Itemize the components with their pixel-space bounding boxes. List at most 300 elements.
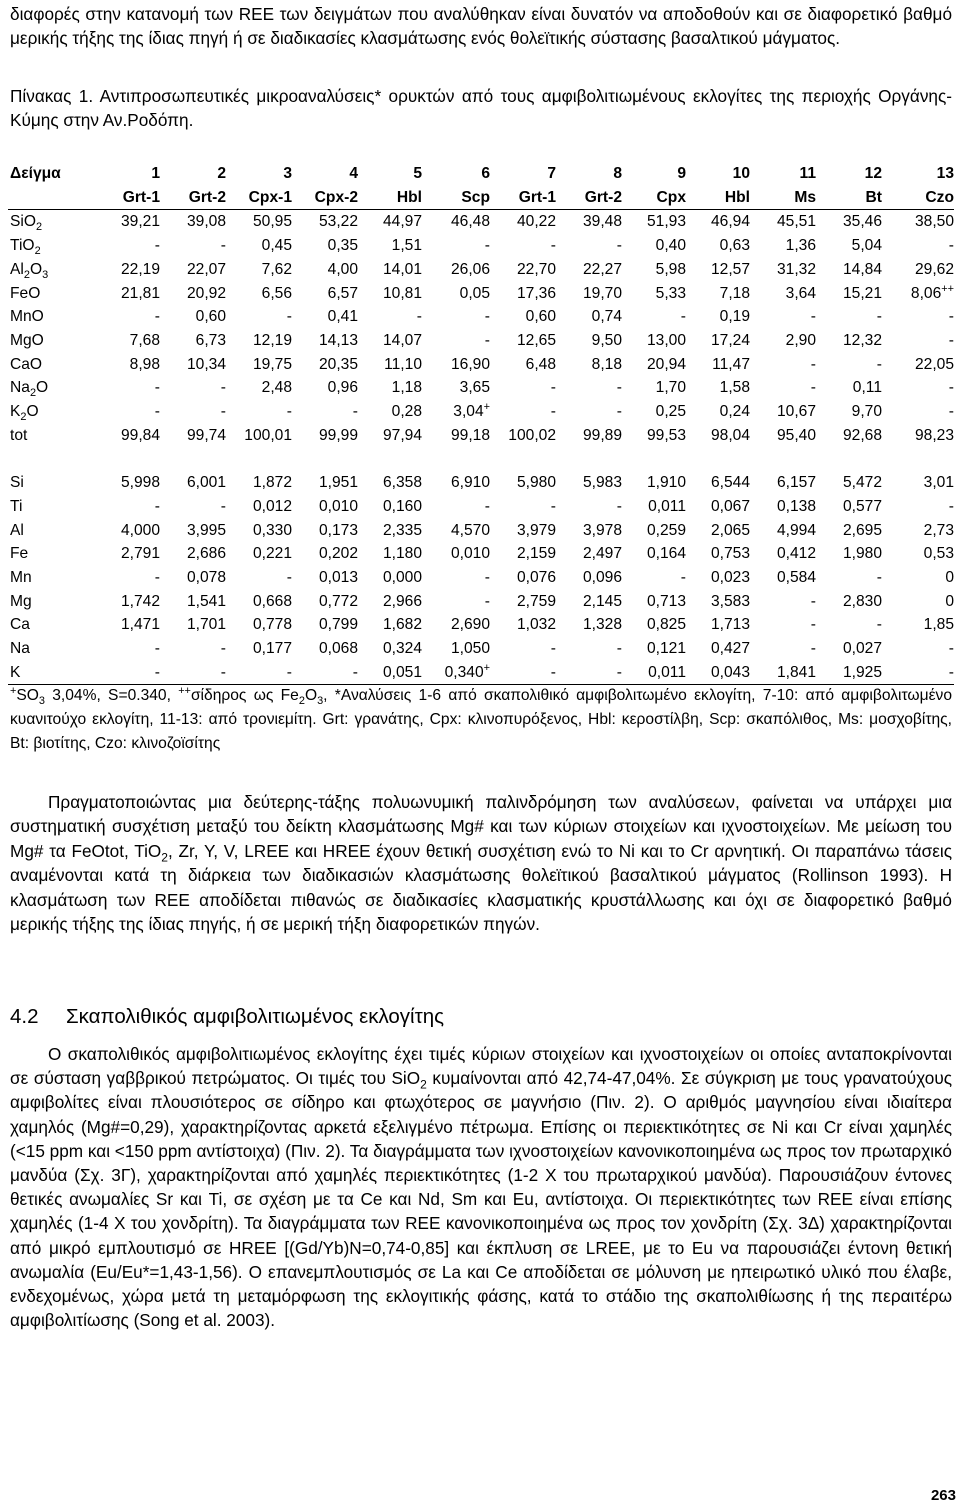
value-cell: 1,980	[842, 545, 882, 563]
value-cell: 10,34	[186, 355, 226, 373]
value-cell: 40,22	[516, 213, 556, 231]
value-cell: 6,73	[195, 331, 226, 349]
value-cell: 1,541	[186, 592, 226, 610]
value-cell: 2,335	[382, 521, 422, 539]
value-cell: -	[484, 568, 490, 586]
element-label-cell: $Na_2O$	[10, 379, 49, 400]
value-cell: 0,012	[252, 497, 292, 515]
value-cell: -	[352, 403, 358, 421]
mineral-name-cell: Cpx	[622, 186, 686, 210]
sample-header-cell: Δείγμα	[10, 165, 61, 182]
value-cell: 9,50	[591, 331, 622, 349]
value-cell: 0,138	[776, 497, 816, 515]
value-cell: 2,73	[923, 521, 954, 539]
label-subscript: 2	[23, 268, 30, 281]
value-cell: 29,62	[914, 260, 954, 278]
mineral-name-cell: Grt-2	[160, 186, 226, 210]
value-mark: +	[483, 661, 490, 674]
value-cell: 100,02	[508, 426, 556, 444]
value-mark: ++	[941, 282, 954, 295]
value-cell: -	[616, 497, 622, 515]
table-row	[8, 329, 954, 353]
value-cell: 0,000	[382, 568, 422, 586]
value-cell: 17,24	[710, 331, 750, 349]
value-cell: -	[154, 308, 160, 326]
sample-number-cell: 6	[481, 165, 490, 182]
element-label-cell: Na	[10, 640, 30, 658]
value-cell: -	[882, 661, 954, 685]
value-cell: 26,06	[450, 260, 490, 278]
sample-number-cell: 9	[677, 165, 686, 182]
value-cell: -	[876, 308, 882, 326]
value-cell: 99,89	[582, 426, 622, 444]
table-row	[8, 495, 954, 519]
value-cell: -	[484, 497, 490, 515]
value-cell: -	[550, 640, 556, 658]
value-cell: 16,90	[450, 355, 490, 373]
value-cell: 31,32	[776, 260, 816, 278]
mineral-header-corner	[8, 186, 104, 210]
value-cell: 6,910	[450, 474, 490, 492]
value-cell: 14,84	[842, 260, 882, 278]
value-cell: 0,60	[525, 308, 556, 326]
value-cell: 0,051	[358, 661, 422, 685]
mineral-name-cell: Bt	[816, 186, 882, 210]
value-cell: 0,027	[842, 640, 882, 658]
value-cell: -	[876, 616, 882, 634]
value-cell: -	[948, 379, 954, 397]
value-cell: 0,067	[710, 497, 750, 515]
paragraph-text-part: κυμαίνονται από 42,74-47,04%. Σε σύγκριση με τους γρανατούχους αμφιβολίτες είναι πλουσιότερος σε σίδηρο και φτωχότερος σε μαγνήσιο (Πιν. 2). Ο αριθμός μαγνησίου είναι ιδιαίτερα χαμηλός (Mg#=0,29), χαρακτηρίζοντας αρκετά εξελιγμένο πέτρωμα. Επίσης οι περιεκτικότητες σε Ni και Cr είναι χαμηλές (<15 ppm και <150 ppm αντίστοιχα) (Πιν. 2). Τα διαγράμματα των ιχνοστοιχείων κανονικοποιημένα ως προς τον πρωταρχικό μανδύα (Σχ. 3Γ), χαρακτηρίζονται από χαμηλές περιεκτικότητες (1-2 Χ του πρωταρχικού μανδύα). Παρουσιάζουν έντονες θετικές ανωμαλίες Sr και Ti, σε σχέση με τα Ce και Nd, Sm και Eu, αντίστοιχα. Οι περιεκτικότητες των REE είναι επίσης χαμηλές (1-4 Χ του χονδρίτη). Τα διαγράμματα των REE κανονικοποιημένα ως προς τον χονδρίτη (Σχ. 3Δ) χαρακτηρίζονται από μικρό εμπλουτισμό σε HREE [(Gd/Yb)N=0,74-0,85] και έκπλυση σε LREE, με το Eu να παρουσιάζει έντονη θετική ανωμαλία (Eu/Eu*=1,43-1,56). Ο επανεμπλουτισμός σε La και Ce αποδίδεται σε μόλυνση με ηπειρωτικό υλικό που έλαβε, ενδεχομένως, χώρα μετά τη μεταμόρφωση της εκλογιτικής φάσης, κατά το στάδιο της σκαπολιθίωσης ή της περαιτέρω αμφιβολιτίωσης (Song et al. 2003).	[10, 1068, 953, 1331]
table-spacer-row	[8, 447, 954, 471]
value-cell: 1,872	[252, 474, 292, 492]
value-cell: 2,966	[382, 592, 422, 610]
value-cell: 1,032	[516, 616, 556, 634]
value-cell: 0,19	[719, 308, 750, 326]
sample-number-cell: 11	[799, 165, 816, 182]
sample-number-cell: 1	[151, 165, 160, 182]
value-cell: 1,180	[382, 545, 422, 563]
value-mark: +	[483, 400, 490, 413]
value-cell: -	[220, 237, 226, 255]
value-cell: 99,18	[450, 426, 490, 444]
footnote-fe-oxygen: O	[304, 687, 318, 704]
value-cell: 38,50	[914, 213, 954, 231]
value-cell: 2,90	[785, 331, 816, 349]
value-cell: 7,62	[261, 260, 292, 278]
value-cell: 0,668	[252, 592, 292, 610]
value-cell: 20,35	[318, 355, 358, 373]
value-cell: 0,023	[710, 568, 750, 586]
value-cell: 4,000	[120, 521, 160, 539]
value-cell: -	[948, 331, 954, 349]
footnote-so3-sub: 3	[38, 695, 45, 708]
cation-rows	[8, 471, 954, 685]
table-row	[8, 424, 954, 448]
value-cell: 6,544	[710, 474, 750, 492]
body-paragraph-scapolite-eclogite	[10, 1042, 952, 1332]
value-cell: 2,690	[450, 616, 490, 634]
value-cell: 0,078	[186, 568, 226, 586]
label-subscript: 3	[42, 268, 49, 281]
value-cell: -	[616, 379, 622, 397]
value-cell: 8,18	[591, 355, 622, 373]
value-cell: -	[154, 237, 160, 255]
value-cell: -	[680, 568, 686, 586]
value-cell: 2,159	[516, 545, 556, 563]
value-cell: 45,51	[776, 213, 816, 231]
value-cell: 0,202	[318, 545, 358, 563]
value-cell: -	[154, 640, 160, 658]
value-cell: 0,05	[459, 284, 490, 302]
value-cell: -	[948, 640, 954, 658]
element-label-cell: Ti	[10, 497, 23, 515]
footnote-text-3: , *Αναλύσεις 1-6 από σκαπολιθικό αμφιβολιτωμένο εκλογίτη, 7-10: από αμφιβολιτωμένο κυανιτούχο εκλογίτη, 11-13: από τρονιεμίτη. Grt: γρανάτης, Cpx: κλινοπυρόξενος, Hbl: κεροστίλβη, Scp: σκαπόλιθος, Ms: μοσχοβίτης, Bt: βιοτίτης, Czo: κλινοζοϊσίτης	[10, 687, 952, 752]
mineral-name-cell: Grt-2	[556, 186, 622, 210]
value-cell: -	[948, 403, 954, 421]
table-caption-label: Πίνακας 1.	[10, 86, 94, 106]
value-cell: 0,330	[252, 521, 292, 539]
value-cell: 17,36	[516, 284, 556, 302]
value-cell: 0,221	[252, 545, 292, 563]
value-cell: 7,18	[719, 284, 750, 302]
element-label-cell: Fe	[10, 545, 29, 563]
value-cell: 5,980	[516, 474, 556, 492]
value-cell: 6,358	[382, 474, 422, 492]
value-cell: 46,48	[450, 213, 490, 231]
value-cell: 99,99	[318, 426, 358, 444]
value-cell: 15,21	[842, 284, 882, 302]
value-cell: 0,11	[852, 379, 882, 397]
value-cell: 1,682	[382, 616, 422, 634]
value-cell: 4,570	[450, 521, 490, 539]
value-cell: 0,121	[646, 640, 686, 658]
value-cell: 19,70	[582, 284, 622, 302]
value-cell: -	[484, 237, 490, 255]
table-row	[8, 234, 954, 258]
value-cell: 0,096	[582, 568, 622, 586]
value-cell: 0,010	[450, 545, 490, 563]
value-cell: 4,994	[776, 521, 816, 539]
value-cell: 0,24	[719, 403, 750, 421]
value-cell: 0,076	[516, 568, 556, 586]
value-cell: -	[154, 568, 160, 586]
spacer-cell	[8, 447, 954, 471]
value-cell: -	[810, 355, 816, 373]
value-cell: 0,778	[252, 616, 292, 634]
element-label-cell: MnO	[10, 308, 44, 326]
value-cell: -	[616, 403, 622, 421]
value-cell: 1,713	[710, 616, 750, 634]
value-cell: 0,259	[646, 521, 686, 539]
value-cell: 99,53	[646, 426, 686, 444]
section-title: Σκαπολιθικός αμφιβολιτιωμένος εκλογίτης	[66, 1005, 444, 1028]
value-cell: 1,471	[120, 616, 160, 634]
value-cell: -	[220, 403, 226, 421]
sample-number-cell: 13	[936, 165, 954, 182]
value-cell: 3,65	[459, 379, 490, 397]
value-cell: 2,065	[710, 521, 750, 539]
value-cell: 14,01	[382, 260, 422, 278]
table-row	[8, 519, 954, 543]
value-cell: 10,67	[776, 403, 816, 421]
value-cell: 1,910	[646, 474, 686, 492]
value-cell: 22,19	[120, 260, 160, 278]
value-cell: 6,157	[776, 474, 816, 492]
paragraph-subscript: 2	[161, 850, 168, 865]
value-cell: 0,010	[318, 497, 358, 515]
value-cell: 22,05	[914, 355, 954, 373]
value-cell: 99,74	[186, 426, 226, 444]
value-cell: 3,979	[516, 521, 556, 539]
value-cell: -	[556, 661, 622, 685]
value-cell: -	[948, 308, 954, 326]
value-cell: 53,22	[318, 213, 358, 231]
value-cell: 0,799	[318, 616, 358, 634]
footnote-so3: SO	[16, 687, 39, 704]
value-cell: 2,830	[842, 592, 882, 610]
value-cell: 12,19	[252, 331, 292, 349]
sample-number-header-row	[8, 162, 954, 186]
sample-number-cell: 2	[217, 165, 226, 182]
value-cell: 51,93	[646, 213, 686, 231]
value-cell: 1,51	[391, 237, 422, 255]
value-cell: -	[876, 568, 882, 586]
element-label-cell: Si	[10, 474, 24, 492]
value-cell: 10,81	[382, 284, 422, 302]
mineral-name-cell: Scp	[422, 186, 490, 210]
table-row	[8, 400, 954, 424]
value-cell: 0,577	[842, 497, 882, 515]
value-cell: 8,98	[129, 355, 160, 373]
value-cell: 0,412	[776, 545, 816, 563]
footnote-fe-sub-2: 3	[317, 695, 324, 708]
element-label-cell: SiO$_2$	[10, 213, 43, 234]
value-cell: 22,70	[516, 260, 556, 278]
oxide-rows	[8, 210, 954, 471]
section-heading	[10, 1003, 444, 1031]
value-cell: 5,998	[120, 474, 160, 492]
value-cell: 0,74	[591, 308, 622, 326]
value-cell: 20,94	[646, 355, 686, 373]
value-cell: 0,753	[710, 545, 750, 563]
value-cell: 2,145	[582, 592, 622, 610]
value-cell: 0,63	[719, 237, 750, 255]
value-cell: 1,925	[816, 661, 882, 685]
value-cell: 2,48	[261, 379, 292, 397]
value-cell: -	[484, 592, 490, 610]
footnote-text-1: 3,04%, S=0.340,	[44, 687, 179, 704]
paragraph-subscript: 2	[420, 1077, 427, 1092]
value-cell: 6,48	[525, 355, 556, 373]
value-cell: -	[550, 237, 556, 255]
value-cell: 0,25	[655, 403, 686, 421]
value-cell: -	[286, 403, 292, 421]
value-cell: 3,64	[785, 284, 816, 302]
value-cell: -	[948, 237, 954, 255]
value-cell: 0,28	[391, 403, 422, 421]
mineral-name-cell: Hbl	[358, 186, 422, 210]
value-cell: 0,41	[327, 308, 358, 326]
value-cell: -	[104, 661, 160, 685]
value-cell: -	[220, 497, 226, 515]
value-cell: 0,584	[776, 568, 816, 586]
label-subscript: 2	[20, 411, 27, 424]
value-cell: 39,21	[120, 213, 160, 231]
value-cell: 2,759	[516, 592, 556, 610]
value-cell: 2,791	[120, 545, 160, 563]
value-cell: 2,695	[842, 521, 882, 539]
value-cell: -	[810, 308, 816, 326]
value-cell: 0	[945, 568, 954, 586]
value-cell: 0,45	[261, 237, 292, 255]
table-row	[8, 613, 954, 637]
paragraph-text-part: Πραγματοποιώντας μια δεύτερης-τάξης πολυωνυμική παλινδρόμηση των αναλύσεων, φαίνεται να υπάρχει μια συστηματική συσχέτιση μεταξύ του δείκτη κλασμάτωσης Mg# και των κύριων στοιχείων και ιχνοστοιχείων. Με μείωση του Mg# τα FeOtot, TiO	[10, 792, 952, 861]
value-cell: 0,011	[648, 497, 686, 515]
value-cell: 100,01	[244, 426, 292, 444]
value-cell: -	[550, 497, 556, 515]
table-footnotes	[10, 684, 952, 756]
table-row	[8, 471, 954, 495]
sample-number-cell: 10	[732, 165, 750, 182]
value-cell: 98,23	[914, 426, 954, 444]
value-cell: -	[416, 308, 422, 326]
value-cell: 11,47	[712, 355, 750, 373]
value-cell: -	[226, 661, 292, 685]
value-cell: 0,53	[923, 545, 954, 563]
value-cell: -	[680, 308, 686, 326]
value-cell: 0,713	[646, 592, 686, 610]
value-cell: 7,68	[129, 331, 160, 349]
value-cell: -	[160, 661, 226, 685]
value-cell: 8,06++	[910, 282, 954, 302]
sample-number-cell: 12	[864, 165, 882, 182]
value-cell: -	[286, 568, 292, 586]
value-cell: 0,772	[318, 592, 358, 610]
value-cell: 13,00	[646, 331, 686, 349]
table-caption-text: Αντιπροσωπευτικές μικροαναλύσεις* ορυκτών από τους αμφιβολιτιωμένους εκλογίτες της περιοχής Οργάνης-Κύμης στην Αν.Ροδόπη.	[10, 86, 952, 130]
paragraph-text-part: , Zr, Y, V, LREE και HREE έχουν θετική συσχέτιση ενώ το Ni και το Cr αρνητική. Οι παραπάνω τάσεις αναμένονται κατά τη διάρκεια των διαδικασιών κλασμάτωσης θολεϊτικού βασαλτικού μάγματος (Rollinson 1993). Η κλασμάτωση των REE αποδίδεται πιθανώς σε διαδικασίες κλασματικής κρυστάλλωσης και όχι σε διαφορετικό βαθμό μερικής τήξης της ίδιας πηγής, ή σε μερική τήξη διαφορετικών πηγών.	[10, 840, 952, 935]
footnote-text-2: σίδηρος ως Fe	[190, 687, 299, 704]
value-cell: 2,686	[186, 545, 226, 563]
mineral-name-cell: Cpx-1	[226, 186, 292, 210]
value-cell: -	[810, 592, 816, 610]
section-number: 4.2	[10, 1005, 39, 1028]
value-cell: -	[876, 355, 882, 373]
value-cell: -	[286, 308, 292, 326]
label-subscript: 2	[34, 245, 41, 258]
mineral-name-cell: Ms	[750, 186, 816, 210]
value-cell: 1,70	[655, 379, 686, 397]
value-cell: -	[220, 640, 226, 658]
value-cell: 12,32	[842, 331, 882, 349]
value-cell: 0,160	[382, 497, 422, 515]
element-label-cell: $K_2O$	[10, 403, 39, 424]
value-cell: -	[550, 403, 556, 421]
value-cell: 11,10	[384, 355, 422, 373]
value-cell: 1,841	[750, 661, 816, 685]
value-cell: 3,978	[582, 521, 622, 539]
value-cell: 1,742	[120, 592, 160, 610]
value-cell: 9,70	[851, 403, 882, 421]
value-cell: 0,40	[655, 237, 686, 255]
value-cell: 22,07	[186, 260, 226, 278]
value-cell: 0,324	[382, 640, 422, 658]
element-label-cell: MgO	[10, 331, 44, 349]
intro-paragraph: διαφορές στην κατανομή των REE των δειγμάτων που αναλύθηκαν είναι δυνατόν να αποδοθούν και σε διαφορετικό βαθμό μερικής τήξης της ίδιας πηγή ή σε διαδικασίες κλασμάτωσης ενός θολεϊτικής σύστασης βασαλτικού μάγματος.	[10, 4, 952, 48]
mineral-name-cell: Grt-1	[104, 186, 160, 210]
value-cell: 0,013	[318, 568, 358, 586]
table-row	[8, 590, 954, 614]
table-row	[8, 566, 954, 590]
mineral-name-cell: Grt-1	[490, 186, 556, 210]
value-cell: -	[616, 237, 622, 255]
element-label-cell: Ca	[10, 616, 30, 634]
value-cell: 92,68	[842, 426, 882, 444]
value-cell: -	[292, 661, 358, 685]
table-row	[8, 353, 954, 377]
value-cell: 3,995	[186, 521, 226, 539]
table-row	[8, 637, 954, 661]
value-cell: 0,825	[646, 616, 686, 634]
element-label-cell: FeO	[10, 284, 41, 302]
element-label-cell: K	[8, 661, 104, 685]
element-label-cell: $Al_2O_3$	[10, 260, 49, 281]
value-cell: -	[154, 497, 160, 515]
value-cell: 5,04	[851, 237, 882, 255]
value-cell: 98,04	[710, 426, 750, 444]
mineral-name-cell: Czo	[882, 186, 954, 210]
value-cell: 5,33	[655, 284, 686, 302]
value-cell: 5,472	[842, 474, 882, 492]
value-cell: -	[154, 403, 160, 421]
mineral-header-row	[8, 186, 954, 210]
value-cell: 0,35	[327, 237, 358, 255]
value-cell: 1,85	[923, 616, 954, 634]
label-subscript: 2	[29, 387, 37, 400]
value-cell: 39,48	[582, 213, 622, 231]
value-cell: 0,60	[195, 308, 226, 326]
value-cell: 0	[945, 592, 954, 610]
value-cell: -	[810, 640, 816, 658]
value-cell: 6,001	[186, 474, 226, 492]
value-cell: -	[154, 379, 160, 397]
value-cell: 0,164	[646, 545, 686, 563]
value-cell: 97,94	[382, 426, 422, 444]
element-label-cell: Al	[10, 521, 24, 539]
value-cell: 0,011	[622, 661, 686, 685]
value-cell: 5,98	[655, 260, 686, 278]
value-cell: 1,951	[318, 474, 358, 492]
label-subscript: 2	[36, 221, 43, 234]
value-cell: 6,57	[327, 284, 358, 302]
table-row	[8, 376, 954, 400]
value-cell: 2,497	[582, 545, 622, 563]
sample-number-cell: 7	[547, 165, 556, 182]
value-cell: 39,08	[186, 213, 226, 231]
value-cell: 0,177	[252, 640, 292, 658]
value-cell: 12,57	[710, 260, 750, 278]
value-cell: 0,043	[686, 661, 750, 685]
value-cell: 0,96	[327, 379, 358, 397]
footnote-plus-mark: +	[10, 684, 17, 697]
sample-number-cell: 4	[349, 165, 358, 182]
value-cell: 4,00	[327, 260, 358, 278]
footnote-plusplus-mark: ++	[178, 684, 191, 697]
value-cell: 44,97	[382, 213, 422, 231]
value-cell: -	[948, 497, 954, 515]
value-cell: 3,583	[710, 592, 750, 610]
